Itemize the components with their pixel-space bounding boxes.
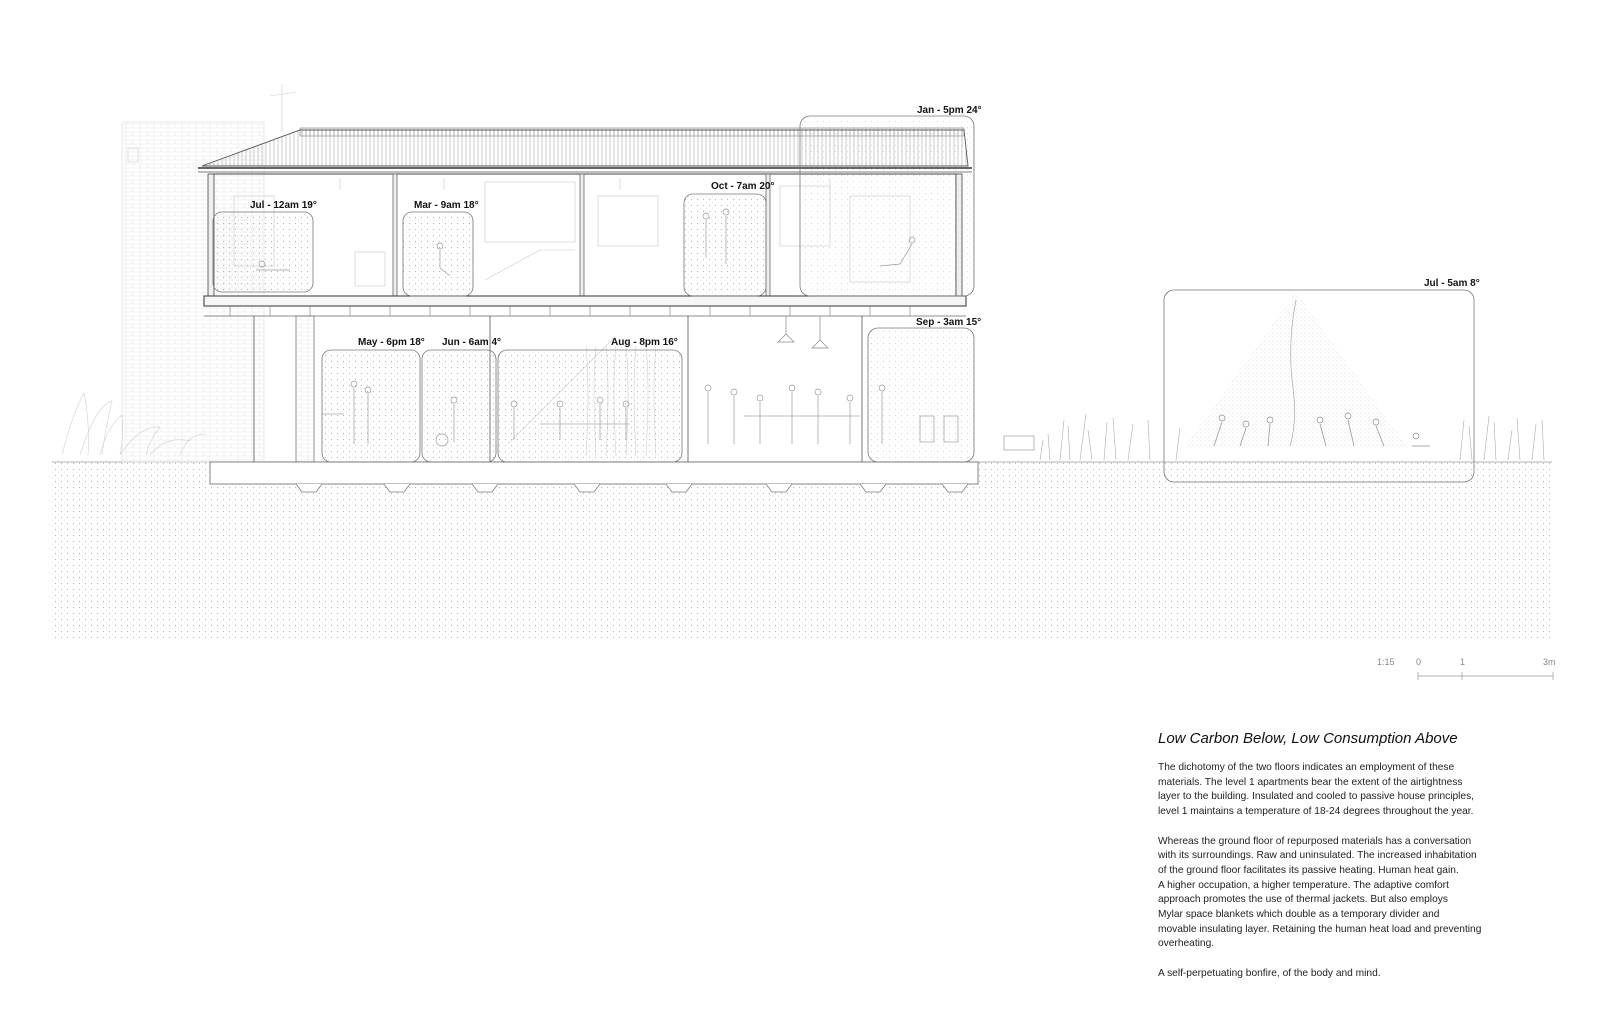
frame-jul-night: [213, 212, 313, 292]
description-paragraph-3: A self-perpetuating bonfire, of the body and mind.: [1158, 967, 1381, 979]
frame-sep: [868, 328, 974, 462]
frame-mar: [403, 212, 473, 296]
frame-jan: [800, 116, 974, 296]
label-oct: Oct - 7am 20°: [711, 181, 775, 192]
scale-ratio: 1:15: [1377, 657, 1395, 667]
frame-jun: [422, 350, 496, 462]
frame-oct: [684, 194, 766, 296]
label-aug: Aug - 8pm 16°: [611, 337, 678, 348]
label-jan: Jan - 5pm 24°: [917, 105, 982, 116]
bonfire-group: [1184, 292, 1430, 448]
label-may: May - 6pm 18°: [358, 337, 425, 348]
scale-tick-0: 0: [1416, 657, 1422, 667]
label-jun: Jun - 6am 4°: [442, 337, 502, 348]
label-jul-dawn: Jul - 5am 8°: [1424, 278, 1480, 289]
scale-tick-1: 1: [1460, 657, 1466, 667]
ground-soil: [52, 462, 1552, 640]
description-paragraph-2: Whereas the ground floor of repurposed materials has a conversation with its surroundings. Raw and uninsulated. The increased inhabitation of the ground floor facilitates its passive heating. Human heat gain. A higher occupation, a higher temperature. The adaptive comfort approach promotes the use of thermal jackets. But also employs Mylar space blankets which double as a temporary divider and movable insulating layer. Retaining the human heat load and preventing overheating.: [1158, 835, 1482, 950]
description-block: [1158, 730, 1498, 996]
scale-tick-3: 3m: [1543, 657, 1556, 667]
frame-aug: [498, 350, 682, 462]
frame-may: [322, 350, 420, 462]
scale-bar: [1418, 672, 1553, 680]
description-paragraph-1: The dichotomy of the two floors indicates an employment of these materials. The level 1 apartments bear the extent of the airtightness layer to the building. Insulated and cooled to passive house principles, level 1 maintains a temperature of 18-24 degrees throughout the year.: [1158, 762, 1475, 818]
description-title: Low Carbon Below, Low Consumption Above: [1158, 730, 1458, 747]
label-sep: Sep - 3am 15°: [916, 317, 982, 328]
label-jul-night: Jul - 12am 19°: [250, 200, 317, 211]
label-mar: Mar - 9am 18°: [414, 200, 479, 211]
